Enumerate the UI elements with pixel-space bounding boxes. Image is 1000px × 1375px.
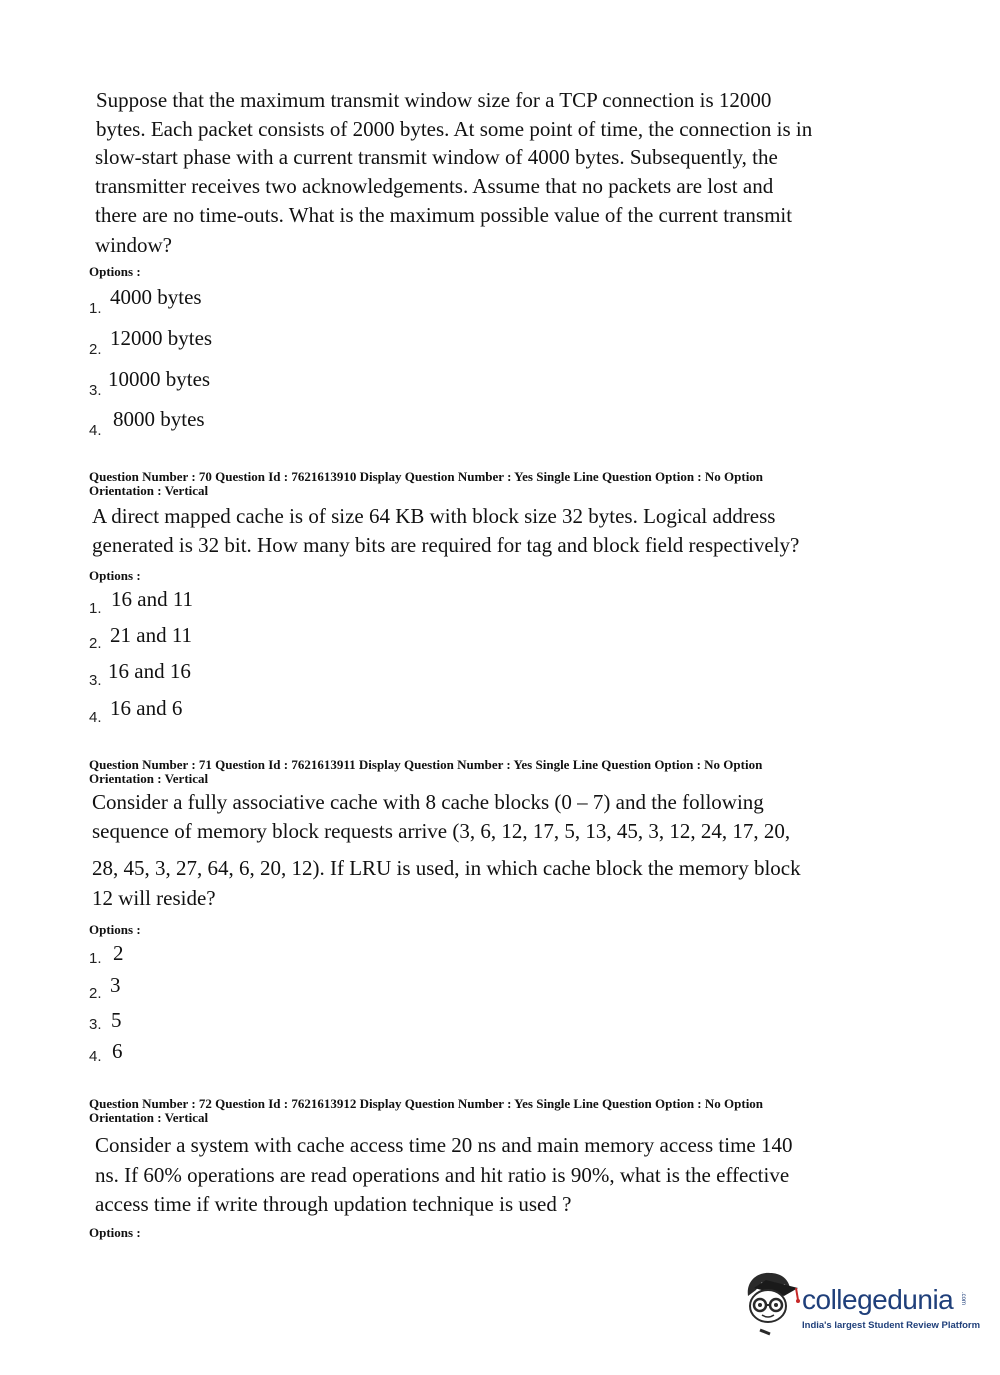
option-text: 16 and 11: [111, 587, 194, 611]
option-text: 3: [110, 973, 121, 997]
question-line: 28, 45, 3, 27, 64, 6, 20, 12). If LRU is used, in which cache block the memory block: [92, 856, 801, 880]
student-mascot-icon: [740, 1268, 802, 1340]
option-number: 1.: [89, 600, 102, 617]
meta-line: Question Number : 72 Question Id : 7621613912 Display Question Number : Yes Single Line Question Option : No Option: [89, 1096, 764, 1111]
option-number: 2.: [89, 985, 102, 1002]
question-line: Suppose that the maximum transmit window size for a TCP connection is 12000: [96, 88, 772, 112]
option-number: 3.: [89, 382, 102, 399]
brand-name: collegedunia: [802, 1284, 954, 1315]
meta-line: Orientation : Vertical: [89, 1110, 209, 1125]
option-text: 10000 bytes: [108, 367, 211, 391]
question-line: ns. If 60% operations are read operations and hit ratio is 90%, what is the effective: [95, 1163, 790, 1187]
option-text: 16 and 16: [108, 659, 191, 683]
meta-line: Question Number : 70 Question Id : 7621613910 Display Question Number : Yes Single Line Question Option : No Option: [89, 469, 764, 484]
option-number: 2.: [89, 635, 102, 652]
option-text: 16 and 6: [110, 696, 183, 720]
option-text: 5: [111, 1008, 122, 1032]
option-text: 4000 bytes: [110, 285, 202, 309]
options-label: Options :: [89, 922, 141, 937]
question-line: 12 will reside?: [92, 886, 216, 910]
option-text: 2: [113, 941, 124, 965]
meta-line: Orientation : Vertical: [89, 483, 209, 498]
collegedunia-logo: [740, 1268, 981, 1343]
question-line: generated is 32 bit. How many bits are required for tag and block field respectively?: [92, 533, 800, 557]
option-number: 3.: [89, 672, 102, 689]
brand-tagline: India's largest Student Review Platform: [802, 1320, 981, 1331]
question-line: transmitter receives two acknowledgements. Assume that no packets are lost and: [95, 174, 774, 198]
question-line: Consider a fully associative cache with 8 cache blocks (0 – 7) and the following: [92, 790, 764, 814]
meta-line: Question Number : 71 Question Id : 7621613911 Display Question Number : Yes Single Line Question Option : No Option: [89, 757, 763, 772]
option-text: 8000 bytes: [113, 407, 205, 431]
question-70-meta: [89, 470, 889, 498]
question-71-meta: [89, 758, 889, 786]
question-72-meta: [89, 1097, 889, 1125]
option-number: 1.: [89, 300, 102, 317]
options-label: Options :: [89, 1225, 141, 1240]
question-line: Consider a system with cache access time 20 ns and main memory access time 140: [95, 1133, 793, 1157]
question-line: slow-start phase with a current transmit window of 4000 bytes. Subsequently, the: [95, 145, 778, 169]
question-line: bytes. Each packet consists of 2000 bytes. At some point of time, the connection is in: [96, 117, 813, 141]
options-label: Options :: [89, 568, 141, 583]
meta-line: Orientation : Vertical: [89, 771, 209, 786]
option-text: 12000 bytes: [110, 326, 213, 350]
brand-suffix: .com: [960, 1292, 966, 1306]
option-number: 4.: [89, 709, 102, 726]
option-number: 1.: [89, 950, 102, 967]
option-number: 3.: [89, 1016, 102, 1033]
question-line: A direct mapped cache is of size 64 KB with block size 32 bytes. Logical address: [92, 504, 776, 528]
option-text: 21 and 11: [110, 623, 193, 647]
options-label: Options :: [89, 264, 141, 279]
question-line: sequence of memory block requests arrive (3, 6, 12, 17, 5, 13, 45, 3, 12, 24, 17, 20,: [92, 819, 791, 843]
option-number: 4.: [89, 422, 102, 439]
question-line: there are no time-outs. What is the maximum possible value of the current transmit: [95, 203, 793, 227]
question-line: access time if write through updation technique is used ?: [95, 1192, 572, 1216]
option-number: 4.: [89, 1048, 102, 1065]
option-number: 2.: [89, 341, 102, 358]
option-text: 6: [112, 1039, 123, 1063]
question-line: window?: [95, 233, 172, 257]
